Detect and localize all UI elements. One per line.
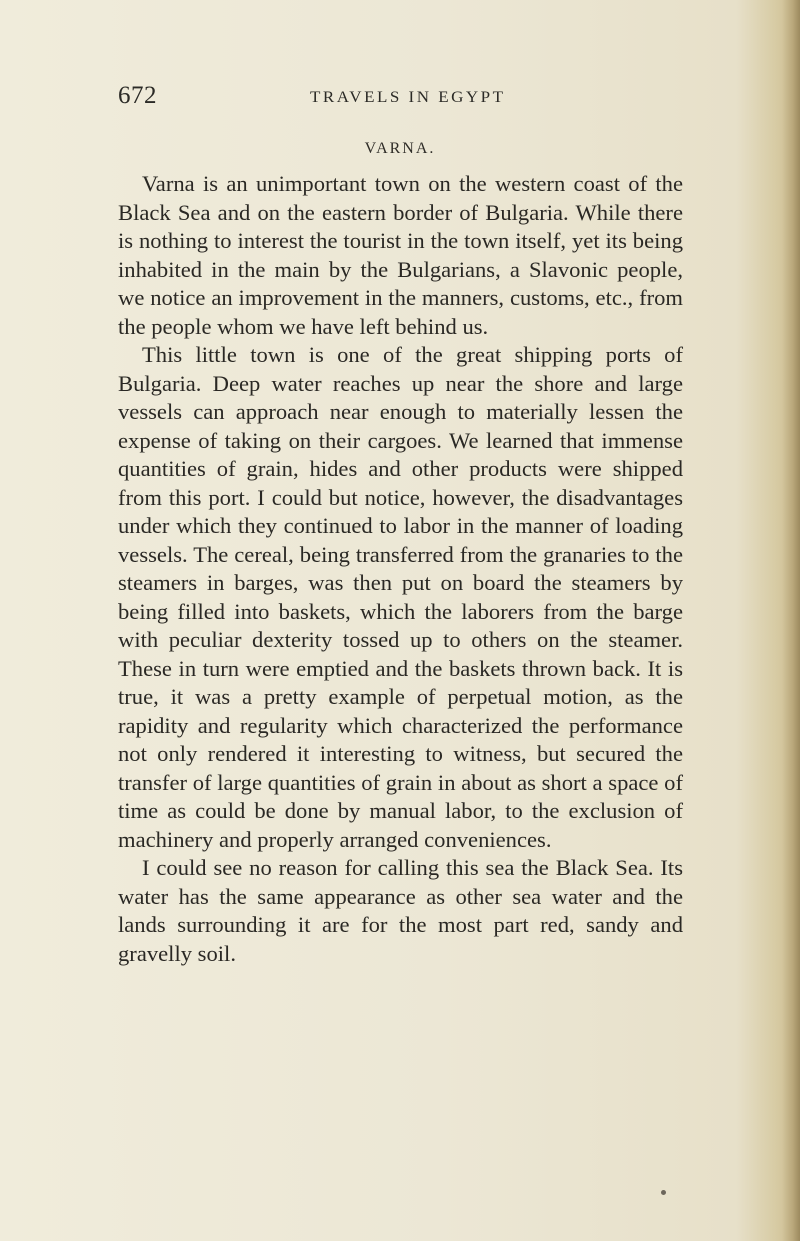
body-text [118, 170, 683, 968]
paper-speck [661, 1190, 666, 1195]
paragraph-varna-intro: Varna is an unimportant town on the western coast of the Black Sea and on the eastern border of Bulgaria. While there is nothing to interest the tourist in the town itself, yet its being inhabited in the main by the Bulgarians, a Slavonic people, we notice an improvement in the manners, customs, etc., from the people whom we have left behind us. [118, 171, 683, 339]
paragraph-shipping-port: This little town is one of the great shipping ports of Bulgaria. Deep water reaches up near the shore and large vessels can approach near enough to materially lessen the expense of taking on their cargoes. We learned that immense quantities of grain, hides and other products were shipped from this port. I could but notice, however, the disadvantages under which they continued to labor in the manner of loading vessels. The cereal, being transferred from the granaries to the steamers in barges, was then put on board the steamers by being filled into baskets, which the laborers from the barge with peculiar dexterity tossed up to others on the steamer. These in turn were emptied and the baskets thrown back. It is true, it was a pretty example of perpetual motion, as the rapidity and regularity which characterized the performance not only rendered it interesting to witness, but secured the transfer of large quantities of grain in about as short a space of time as could be done by manual labor, to the exclusion of machinery and properly arranged conveniences. [118, 342, 683, 852]
section-title: VARNA. [364, 140, 436, 157]
page-edge-shadow [782, 0, 800, 1241]
paragraph-black-sea: I could see no reason for calling this sea the Black Sea. Its water has the same appearance as other sea water and the lands surrounding it are for the most part red, sandy and gravelly soil. [118, 855, 683, 966]
running-title: TRAVELS IN EGYPT [310, 87, 506, 106]
page-number: 672 [118, 82, 157, 109]
page-header [118, 82, 678, 122]
